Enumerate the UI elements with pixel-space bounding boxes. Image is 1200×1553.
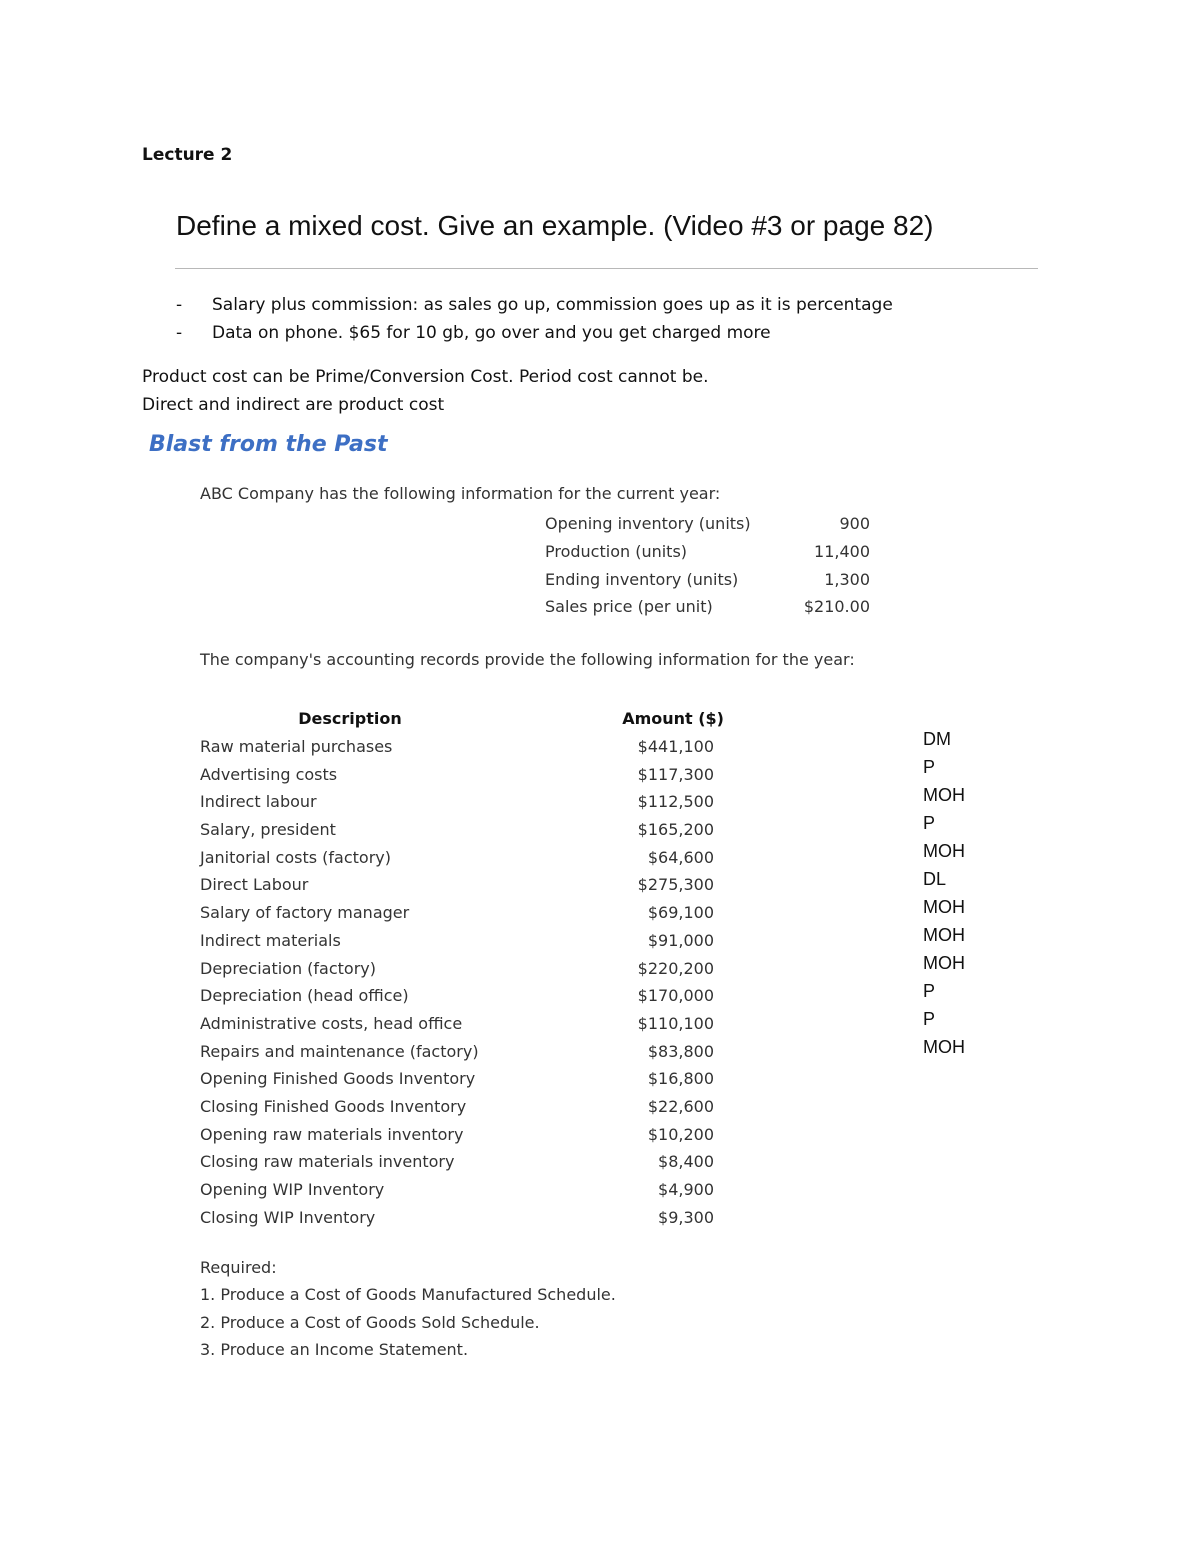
record-amount: $22,600	[647, 1096, 714, 1116]
description-header: Description	[298, 709, 402, 729]
cost-code: DL	[923, 869, 947, 889]
table-row	[200, 982, 724, 1010]
record-description: Opening Finished Goods Inventory	[200, 1069, 476, 1089]
record-description: Closing raw materials inventory	[200, 1152, 455, 1172]
bullet-text: Salary plus commission: as sales go up, commission goes up as it is percentage	[212, 295, 893, 315]
info-value: 1,300	[824, 569, 870, 589]
record-description: Depreciation (head office)	[200, 986, 409, 1006]
record-amount: $112,500	[637, 792, 714, 812]
bullet-marker: -	[176, 323, 183, 343]
record-amount: $69,100	[647, 903, 714, 923]
cost-code: P	[923, 981, 936, 1001]
table-row	[545, 565, 870, 593]
required-label: Required:	[200, 1258, 277, 1277]
list-item: 3. Produce an Income Statement.	[200, 1340, 469, 1360]
company-info-table	[545, 510, 870, 621]
lecture-label: Lecture 2	[142, 145, 233, 165]
table-row	[200, 871, 724, 899]
list-item: 2. Produce a Cost of Goods Sold Schedule.	[200, 1312, 540, 1332]
record-description: Opening WIP Inventory	[200, 1180, 385, 1200]
record-amount: $170,000	[637, 986, 714, 1006]
record-amount: $16,800	[647, 1069, 714, 1089]
record-description: Indirect labour	[200, 792, 317, 812]
table-row	[200, 1120, 724, 1148]
table-row	[200, 1065, 724, 1093]
table-row	[200, 927, 724, 955]
record-description: Indirect materials	[200, 930, 341, 950]
table-row	[200, 816, 724, 844]
record-description: Closing WIP Inventory	[200, 1207, 376, 1227]
record-amount: $83,800	[647, 1041, 714, 1061]
records-intro: The company's accounting records provide the following information for the year:	[200, 650, 855, 669]
record-description: Administrative costs, head office	[200, 1013, 463, 1033]
record-amount: $64,600	[647, 847, 714, 867]
answer-bullets	[176, 295, 893, 351]
cost-code: MOH	[923, 1037, 965, 1057]
cost-code: MOH	[923, 897, 965, 917]
cost-code: DM	[923, 729, 951, 749]
info-label: Sales price (per unit)	[545, 597, 713, 617]
info-value: $210.00	[803, 597, 870, 617]
record-description: Opening raw materials inventory	[200, 1124, 464, 1144]
table-row	[200, 1093, 724, 1121]
record-amount: $8,400	[658, 1152, 714, 1172]
record-amount: $117,300	[637, 764, 714, 784]
bullet-text: Data on phone. $65 for 10 gb, go over and you get charged more	[212, 323, 771, 343]
question-heading: Define a mixed cost. Give an example. (Video #3 or page 82)	[176, 210, 934, 241]
record-description: Depreciation (factory)	[200, 958, 376, 978]
table-row	[200, 733, 724, 761]
record-description: Direct Labour	[200, 875, 309, 895]
cost-code: MOH	[923, 925, 965, 945]
table-row	[200, 843, 724, 871]
cost-code: MOH	[923, 953, 965, 973]
list-item: 1. Produce a Cost of Goods Manufactured Schedule.	[200, 1285, 616, 1304]
table-row	[200, 1176, 724, 1204]
bullet-item	[176, 323, 893, 351]
table-row	[200, 1203, 724, 1231]
table-row	[200, 1148, 724, 1176]
info-label: Opening inventory (units)	[545, 514, 751, 534]
record-description: Repairs and maintenance (factory)	[200, 1041, 479, 1061]
amount-header: Amount ($)	[622, 709, 724, 729]
record-description: Salary of factory manager	[200, 903, 410, 923]
section-title: Blast from the Past	[149, 432, 388, 457]
heading-divider	[175, 268, 1038, 269]
info-label: Ending inventory (units)	[545, 569, 739, 589]
table-row	[200, 1037, 724, 1065]
table-row	[545, 538, 870, 566]
note-line: Product cost can be Prime/Conversion Cost. Period cost cannot be.	[142, 367, 709, 387]
table-header-row	[200, 705, 724, 733]
notes	[142, 367, 708, 423]
info-value: 900	[839, 514, 870, 534]
records-table	[200, 705, 724, 1231]
record-amount: $275,300	[637, 875, 714, 895]
note-line: Direct and indirect are product cost	[142, 395, 445, 415]
cost-code: P	[923, 813, 936, 833]
cost-classification-codes	[923, 725, 965, 1061]
table-row	[200, 954, 724, 982]
record-amount: $9,300	[658, 1207, 714, 1227]
cost-code: P	[923, 1009, 936, 1029]
table-row	[200, 1010, 724, 1038]
table-row	[200, 760, 724, 788]
table-row	[200, 788, 724, 816]
bullet-item	[176, 295, 893, 323]
record-amount: $220,200	[637, 958, 714, 978]
record-description: Janitorial costs (factory)	[200, 847, 391, 867]
info-label: Production (units)	[545, 542, 688, 562]
required-list	[200, 1285, 616, 1368]
cost-code: P	[923, 757, 936, 777]
table-row	[200, 899, 724, 927]
record-amount: $10,200	[647, 1124, 714, 1144]
info-value: 11,400	[814, 542, 870, 562]
table-row	[545, 593, 870, 621]
record-amount: $91,000	[647, 930, 714, 950]
problem-intro: ABC Company has the following information for the current year:	[200, 484, 721, 503]
record-amount: $110,100	[637, 1013, 714, 1033]
record-description: Raw material purchases	[200, 737, 393, 757]
cost-code: MOH	[923, 785, 965, 805]
record-description: Salary, president	[200, 820, 336, 840]
record-amount: $4,900	[658, 1180, 714, 1200]
record-amount: $165,200	[637, 820, 714, 840]
record-description: Closing Finished Goods Inventory	[200, 1096, 467, 1116]
bullet-marker: -	[176, 295, 183, 315]
record-description: Advertising costs	[200, 764, 338, 784]
cost-code: MOH	[923, 841, 965, 861]
record-amount: $441,100	[637, 737, 714, 757]
table-row	[545, 510, 870, 538]
